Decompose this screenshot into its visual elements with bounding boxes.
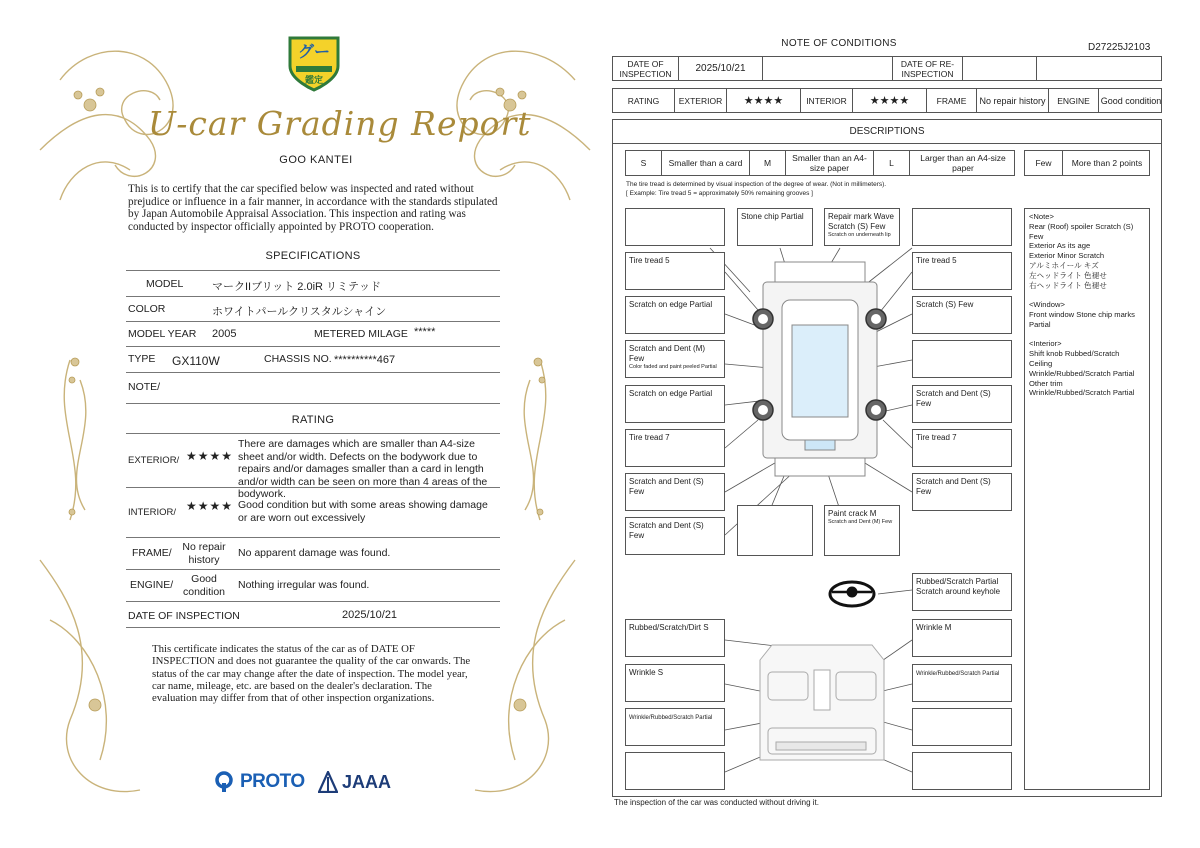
rating-row-engine (126, 570, 500, 602)
desc-box-int1: Rubbed/Scratch/Dirt S (625, 619, 725, 657)
bottom-note: The inspection of the car was conducted without driving it. (614, 798, 819, 807)
certificate-disclaimer: This certificate indicates the status of the car as of DATE OF INSPECTION and does not guarantee the quality of the car onwards. The status of the car may change after the date of inspection. The model year, car name, mileage, etc. are based on the dealer's declaration. The evaluation may differ from that of other inspection organizations. (152, 643, 471, 705)
jaaa-logo-icon (318, 771, 338, 793)
desc-box-int2: Wrinkle M (912, 619, 1012, 657)
jaaa-logo-text: JAAA (342, 771, 392, 792)
desc-box-tire-rr: Tire tread 7 (912, 429, 1012, 467)
rating-label: RATING (613, 89, 675, 112)
date-reinspection-label: DATE OF RE-INSPECTION (893, 57, 963, 80)
legend-l: L (874, 151, 910, 175)
document-id: D27225J2103 (1088, 42, 1151, 53)
goo-kantei-badge-icon (286, 32, 342, 92)
jaaa-logo (318, 771, 391, 793)
type-label: TYPE (128, 353, 156, 365)
spec-row-year (126, 322, 500, 347)
desc-box-empty (912, 340, 1012, 378)
spec-row-model (126, 271, 500, 297)
svg-text:鑑定: 鑑定 (304, 76, 324, 86)
rating-row-exterior (126, 434, 500, 500)
report-subtitle: GOO KANTEI (279, 154, 353, 166)
desc-box-steering: Rubbed/Scratch Partial Scratch around keyhole (912, 573, 1012, 611)
desc-box-edge-l2: Scratch on edge Partial (625, 385, 725, 423)
proto-logo-text: PROTO (240, 771, 305, 792)
exterior-description: There are damages which are smaller than A4-size sheet and/or width. Defects on the bodywork due to repairs and/or damages smaller than a card in length and/or width can be seen on more than 4 areas of the bodywork. (238, 438, 488, 500)
frame-label: FRAME (927, 89, 977, 112)
conditions-title: NOTE OF CONDITIONS (781, 38, 897, 49)
chassis-value: **********467 (334, 354, 396, 366)
legend-few: Few (1025, 151, 1063, 175)
exterior-stars: ★★★★ (727, 89, 801, 112)
legend-few-text: More than 2 points (1071, 158, 1143, 168)
spec-row-type (126, 347, 500, 373)
proto-logo (214, 771, 305, 793)
exterior-label: EXTERIOR (675, 89, 727, 112)
rating-heading: RATING (291, 414, 335, 426)
rating-row-frame (126, 538, 500, 570)
frame-value: No repair history (977, 89, 1049, 112)
exterior-stars: ★★★★ (186, 449, 234, 463)
desc-box-empty (912, 752, 1012, 790)
tire-note-line-2: [ Example: Tire tread 5 = approximately 50% remaining grooves ] (626, 190, 813, 197)
svg-text:グー: グー (297, 42, 331, 61)
desc-box-repair-mark: Repair mark Wave Scratch (S) Few Scratch on underneath lip (824, 208, 900, 246)
desc-box-int3: Wrinkle S (625, 664, 725, 702)
desc-box-stone-chip: Stone chip Partial (737, 208, 813, 246)
desc-box-dent-r2: Scratch and Dent (S) Few (912, 473, 1012, 511)
desc-box-int4: Wrinkle/Rubbed/Scratch Partial (912, 664, 1012, 702)
engine-label: ENGINE (1049, 89, 1099, 112)
desc-box-edge-l1: Scratch on edge Partial (625, 296, 725, 334)
legend-s-text: Smaller than a card (662, 151, 750, 175)
model-label: MODEL (146, 278, 184, 290)
certification-text: This is to certify that the car specified below was inspected and rated without prejudice or influence in a fair manner, in accordance with the standards stipulated by Japan Automobile Appraisal Association. This inspection and rating was conducted by inspector officially appointed by PROTO cooperation. (128, 183, 498, 233)
frame-label: FRAME/ (132, 547, 172, 559)
desc-box-empty (912, 708, 1012, 746)
exterior-label: EXTERIOR/ (128, 455, 180, 466)
spec-row-color (126, 297, 500, 322)
desc-box-dent-r1: Scratch and Dent (S) Few (912, 385, 1012, 423)
frame-value: No repair history (182, 541, 226, 566)
desc-box-empty (625, 208, 725, 246)
interior-stars: ★★★★ (853, 89, 927, 112)
proto-logo-icon (214, 771, 234, 793)
model-year-value: 2005 (212, 328, 237, 340)
legend-m-text: Smaller than an A4-size paper (786, 151, 874, 175)
desc-box-empty (912, 208, 1012, 246)
desc-box-paint-crack: Paint crack M Scratch and Dent (M) Few (824, 505, 900, 556)
legend-s: S (626, 151, 662, 175)
desc-box-scratch-r1: Scratch (S) Few (912, 296, 1012, 334)
engine-description: Nothing irregular was found. (238, 579, 370, 591)
date-inspection-value: 2025/10/21 (679, 57, 763, 80)
desc-box-int5: Wrinkle/Rubbed/Scratch Partial (625, 708, 725, 746)
engine-label: ENGINE/ (130, 579, 174, 591)
legend-m: M (750, 151, 786, 175)
type-value: GX110W (172, 354, 220, 368)
interior-stars: ★★★★ (186, 499, 234, 513)
note-of-conditions (600, 0, 1200, 848)
interior-description: Good condition but with some areas showing damage or are worn out excessively (238, 499, 488, 524)
tire-note-line-1: The tire tread is determined by visual inspection of the degree of wear. (Not in millimeters). (626, 181, 887, 188)
desc-box-empty (737, 505, 813, 556)
model-year-label: MODEL YEAR (128, 328, 197, 340)
color-value: ホワイトパールクリスタルシャイン (212, 306, 387, 318)
rating-row-interior (126, 488, 500, 538)
interior-label: INTERIOR (801, 89, 853, 112)
desc-box-tire-fr: Tire tread 5 (912, 252, 1012, 290)
desc-box-tire-fl: Tire tread 5 (625, 252, 725, 290)
note-label: NOTE/ (128, 381, 161, 393)
desc-box-dent-m: Scratch and Dent (M) Few Color faded and paint peeled Partial (625, 340, 725, 378)
color-label: COLOR (128, 303, 166, 315)
inspection-date-value: 2025/10/21 (342, 609, 398, 621)
desc-box-dent-l3: Scratch and Dent (S) Few (625, 473, 725, 511)
date-inspection-label: DATE OF INSPECTION (613, 57, 679, 80)
mileage-label: METERED MILAGE (314, 328, 408, 340)
interior-label: INTERIOR/ (128, 507, 177, 518)
frame-description: No apparent damage was found. (238, 547, 391, 559)
chassis-label: CHASSIS NO. (264, 353, 332, 365)
desc-box-empty (625, 752, 725, 790)
desc-box-tire-rl: Tire tread 7 (625, 429, 725, 467)
engine-value: Good condition (182, 573, 226, 598)
model-value: マークIIブリット 2.0iR リミテッド (212, 281, 382, 293)
inspection-date-row (126, 602, 500, 628)
engine-value: Good condition (1100, 95, 1162, 106)
descriptions-heading: DESCRIPTIONS (613, 120, 1161, 144)
desc-box-dent-l4: Scratch and Dent (S) Few (625, 517, 725, 555)
steering-wheel-icon (830, 582, 874, 606)
spec-row-note (126, 373, 500, 404)
notes-panel: <Note> Rear (Roof) spoiler Scratch (S) Few Exterior As its age Exterior Minor Scratch アルミホイール キズ 左ヘッドライト 色褪せ 右ヘッドライト 色褪せ <Window> Front window Stone chip marks Partial <Interior> Shift knob Rubbed/Scratch Ceiling Wrinkle/Rubbed/Scratch Partial Other trim Wrinkle/Rubbed/Scratch Partial (1024, 208, 1150, 790)
specifications-heading: SPECIFICATIONS (265, 250, 361, 262)
mileage-value: ***** (414, 326, 436, 338)
report-title: U-car Grading Report (148, 104, 532, 143)
inspection-date-label: DATE OF INSPECTION (128, 610, 240, 622)
legend-l-text: Larger than an A4-size paper (920, 153, 1006, 173)
